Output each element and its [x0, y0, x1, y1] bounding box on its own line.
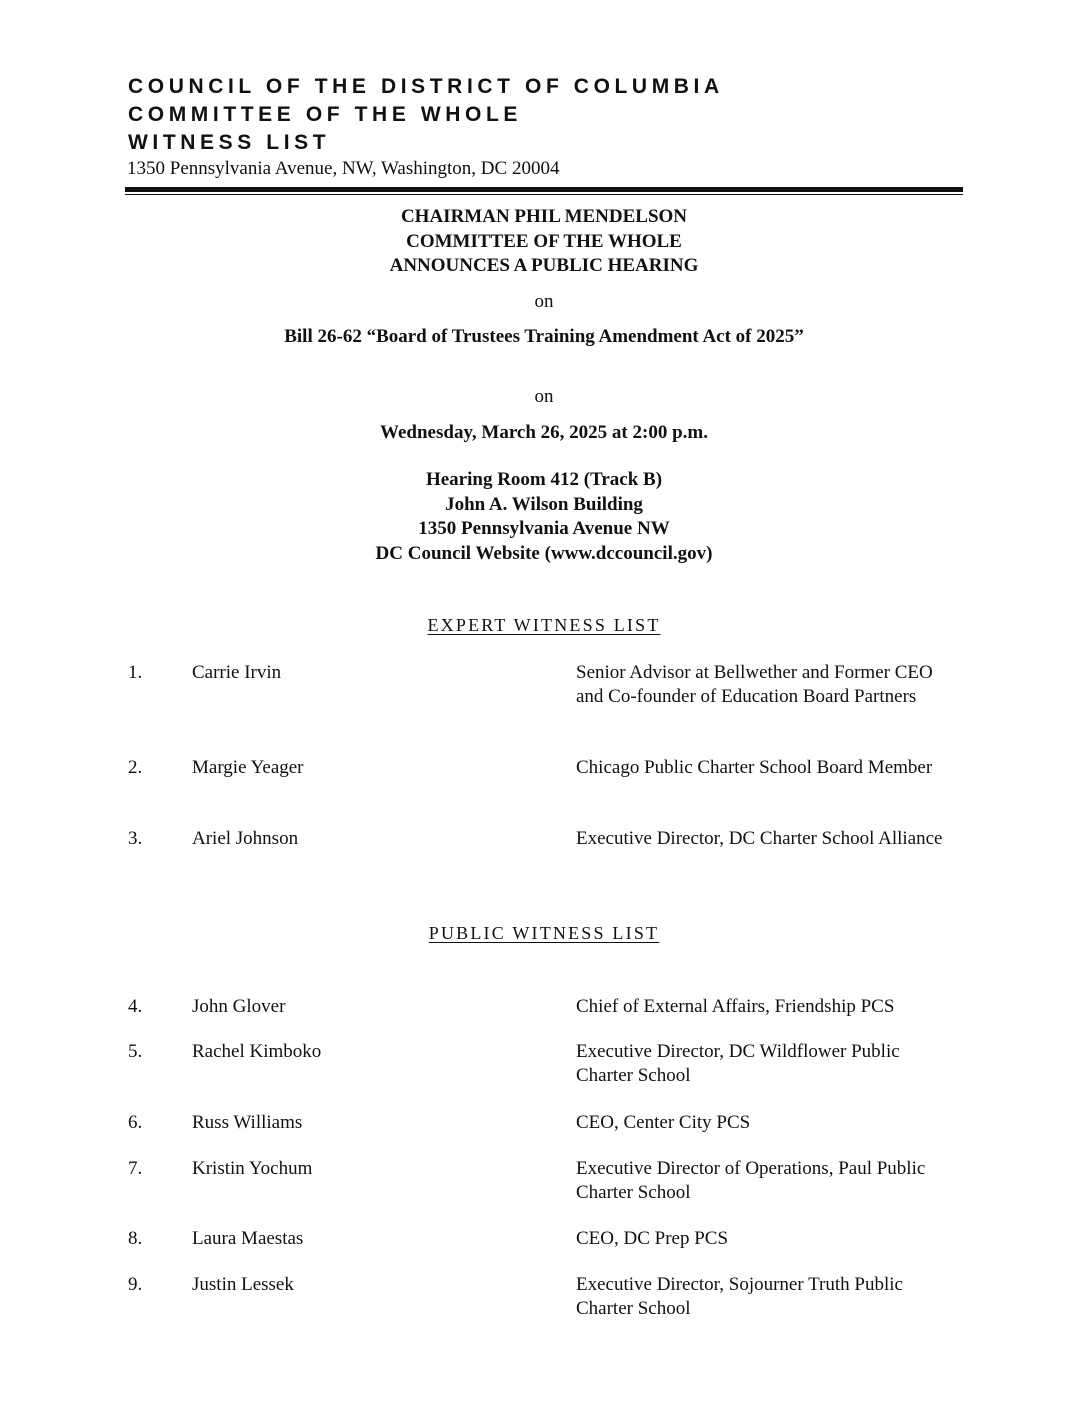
announcement-committee: COMMITTEE OF THE WHOLE — [406, 231, 682, 252]
witness-title: Executive Director, DC Wildflower Public Charter School — [576, 1041, 900, 1086]
hearing-room: Hearing Room 412 (Track B) — [425, 469, 663, 490]
public-witness-heading: PUBLIC WITNESS LIST — [428, 923, 660, 943]
witness-name: Carrie Irvin — [192, 662, 282, 683]
letterhead-committee: COMMITTEE OF THE WHOLE — [128, 103, 523, 126]
witness-title: Senior Advisor at Bellwether and Former CEO and Co-founder of Education Board Partners — [576, 662, 933, 707]
witness-name: Russ Williams — [192, 1112, 303, 1133]
witness-name: Margie Yeager — [192, 757, 304, 778]
letterhead-address: 1350 Pennsylvania Avenue, NW, Washington, DC 20004 — [127, 158, 560, 179]
witness-name: Kristin Yochum — [192, 1158, 313, 1179]
witness-number: 4. — [128, 996, 143, 1017]
hearing-datetime: Wednesday, March 26, 2025 at 2:00 p.m. — [380, 422, 708, 443]
announcement-on-1: on — [534, 291, 554, 312]
witness-number: 8. — [128, 1228, 143, 1249]
header-rule-thick — [125, 187, 963, 192]
witness-name: Laura Maestas — [192, 1228, 304, 1249]
witness-name: Rachel Kimboko — [192, 1041, 322, 1062]
announcement-chairman: CHAIRMAN PHIL MENDELSON — [400, 206, 688, 227]
witness-number: 5. — [128, 1041, 143, 1062]
letterhead-witness-list: WITNESS LIST — [128, 131, 331, 154]
witness-title: Executive Director, DC Charter School Alliance — [576, 828, 943, 849]
header-rule-thin — [125, 194, 963, 195]
witness-number: 1. — [128, 662, 143, 683]
witness-title: Executive Director of Operations, Paul Public Charter School — [576, 1158, 926, 1203]
hearing-website: DC Council Website (www.dccouncil.gov) — [375, 543, 713, 564]
witness-number: 2. — [128, 757, 143, 778]
witness-title: Chief of External Affairs, Friendship PCS — [576, 996, 895, 1017]
expert-witness-heading: EXPERT WITNESS LIST — [427, 615, 661, 635]
witness-number: 9. — [128, 1274, 143, 1295]
witness-number: 6. — [128, 1112, 143, 1133]
letterhead-council: COUNCIL OF THE DISTRICT OF COLUMBIA — [128, 75, 724, 98]
bill-title: Bill 26-62 “Board of Trustees Training Amendment Act of 2025” — [284, 326, 804, 347]
witness-title: Chicago Public Charter School Board Member — [576, 757, 933, 778]
witness-title: CEO, Center City PCS — [576, 1112, 751, 1133]
witness-name: John Glover — [192, 996, 286, 1017]
witness-number: 3. — [128, 828, 143, 849]
witness-name: Justin Lessek — [192, 1274, 294, 1295]
witness-name: Ariel Johnson — [192, 828, 299, 849]
witness-title: CEO, DC Prep PCS — [576, 1228, 729, 1249]
announcement-on-2: on — [534, 386, 554, 407]
announcement-hearing: ANNOUNCES A PUBLIC HEARING — [389, 255, 699, 276]
witness-number: 7. — [128, 1158, 143, 1179]
hearing-building: John A. Wilson Building — [445, 494, 643, 515]
hearing-address: 1350 Pennsylvania Avenue NW — [418, 518, 670, 539]
witness-title: Executive Director, Sojourner Truth Public Charter School — [576, 1274, 903, 1319]
